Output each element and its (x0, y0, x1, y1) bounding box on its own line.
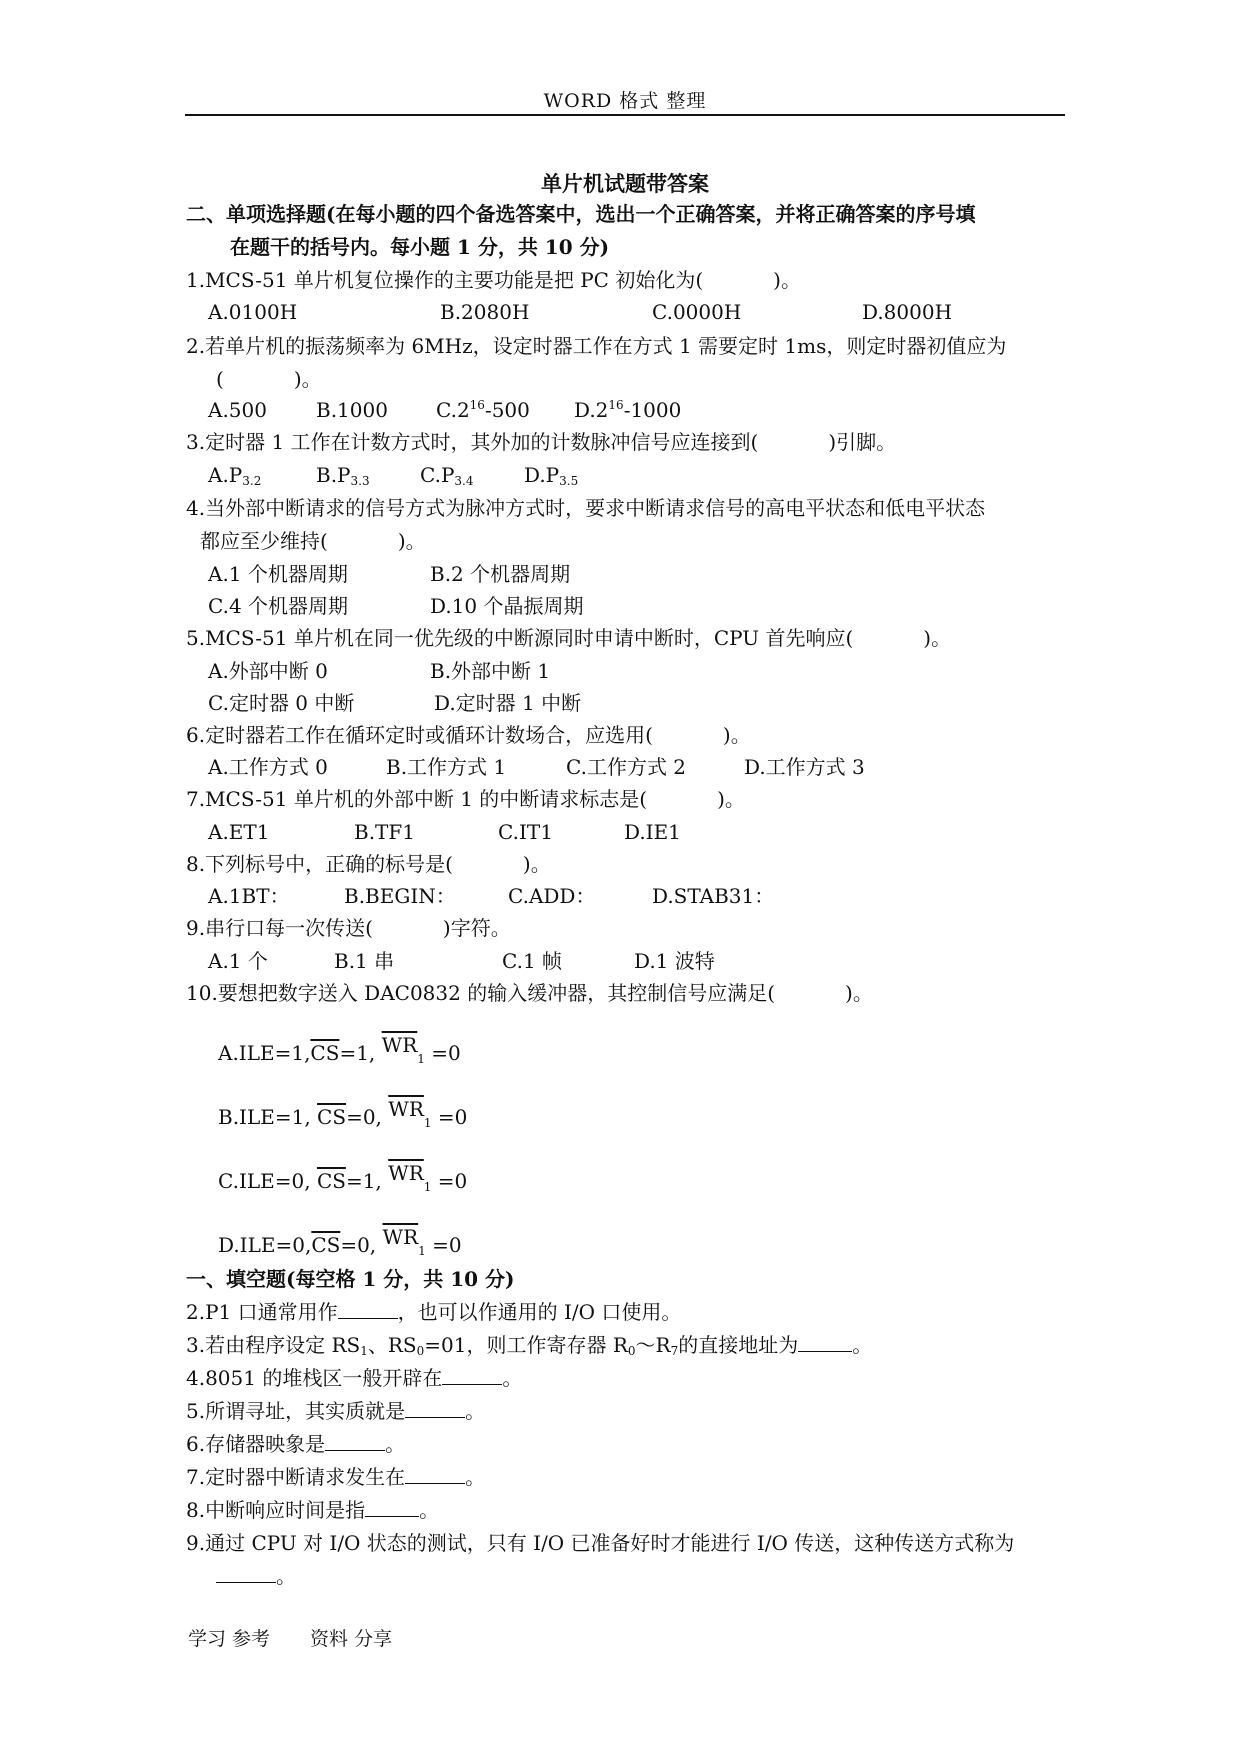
answer-blank (442, 1366, 502, 1385)
page-footer (188, 1624, 392, 1651)
option-b: B.工作方式 1 (386, 755, 507, 779)
option-a: A.外部中断 0 (208, 659, 328, 683)
fill-5: 5.所谓寻址，其实质就是 。 (186, 1399, 486, 1423)
question-end: )引脚。 (828, 430, 897, 454)
fill-3: 3.若由程序设定 $RS_1$、$RS_0=01$，则工作寄存器 $R_0\sim R_7$的直接地址为 。 (186, 1333, 873, 1358)
question-7: 7.MCS-51 单片机的外部中断 1 的中断请求标志是( )。 (186, 787, 745, 811)
option-c: $C.2^{16}-500$ (436, 398, 530, 422)
question-10-option-a: $A.ILE=1,\overline{CS}=1$, $\overline{WR}_1 =0$ (218, 1033, 461, 1066)
option-d: D.工作方式 3 (744, 755, 865, 779)
option-c: C.1 帧 (502, 949, 563, 973)
option-c: $C.P_{3.4}$ (420, 463, 474, 488)
option-a: A.1 个机器周期 (208, 562, 348, 586)
option-d: D.定时器 1 中断 (434, 691, 582, 715)
document-title: 单片机试题带答案 (541, 171, 709, 196)
answer-blank (798, 1333, 852, 1352)
footer-right: 资料 分享 (310, 1628, 393, 1650)
fill-9: 9.通过 CPU 对 I/O 状态的测试，只有 I/O 已准备好时才能进行 I/O 传送，这种传送方式称为 (186, 1531, 1015, 1555)
section-heading-choice: 二、单项选择题(在每小题的四个备选答案中，选出一个正确答案，并将正确答案的序号填 (186, 202, 976, 226)
fill-2: 2.P1 口通常用作 ，也可以作通用的 I/O 口使用。 (186, 1300, 682, 1324)
option-a: $A.P_{3.2}$ (208, 463, 262, 488)
question-6: 6.定时器若工作在循环定时或循环计数场合，应选用( )。 (186, 723, 751, 747)
option-b: B.TF1 (354, 820, 415, 844)
option-b: B.2080H (440, 300, 530, 324)
header-rule (185, 114, 1065, 116)
option-d: $D.2^{16}-1000$ (574, 398, 682, 422)
question-stem: 3.定时器 1 工作在计数方式时，其外加的计数脉冲信号应连接到( (186, 430, 759, 454)
option-d: D.STAB31： (652, 884, 775, 908)
option-b: B.BEGIN： (344, 884, 456, 908)
option-c: C.定时器 0 中断 (208, 691, 355, 715)
option-a: A.500 (208, 398, 267, 422)
question-3 (186, 429, 896, 455)
option-c: C.0000H (652, 300, 742, 324)
section-heading-choice-cont: 在题干的括号内。每小题 1 分，共 10 分) (230, 235, 610, 259)
question-8: 8.下列标号中，正确的标号是( )。 (186, 852, 551, 876)
question-1 (186, 267, 801, 293)
option-c: C.工作方式 2 (566, 755, 687, 779)
question-10-option-c: C.ILE=0, $\overline{CS}=1$, $\overline{WR}_1 =0$ (218, 1161, 468, 1194)
option-d: D.10 个晶振周期 (430, 594, 584, 618)
option-d: D.IE1 (624, 820, 681, 844)
fill-6: 6.存储器映象是 。 (186, 1432, 406, 1456)
paren-open: ( (216, 367, 224, 391)
option-b: $B.P_{3.3}$ (316, 463, 370, 488)
option-a: A.1BT： (208, 884, 290, 908)
option-b: B.外部中断 1 (430, 659, 551, 683)
option-d: D.8000H (862, 300, 953, 324)
answer-blank (338, 1300, 398, 1319)
option-a: A.0100H (208, 300, 298, 324)
answer-blank (365, 1498, 419, 1517)
answer-blank (405, 1399, 465, 1418)
fill-9-cont: 。 (216, 1563, 296, 1589)
answer-blank (325, 1432, 385, 1451)
option-b: B.1000 (316, 398, 388, 422)
option-b: B.1 串 (334, 949, 395, 973)
option-d: $D.P_{3.5}$ (524, 463, 579, 488)
page-header: WORD 格式 整理 (543, 90, 707, 112)
footer-left: 学习 参考 (188, 1628, 271, 1650)
question-2: 2.若单片机的振荡频率为 6MHz，设定时器工作在方式 1 需要定时 1ms，则定时器初值应为 (186, 334, 1007, 358)
question-10-option-d: $D.ILE=0,\overline{CS}=0$, $\overline{WR}_1 =0$ (218, 1225, 462, 1258)
option-a: A.1 个 (208, 949, 268, 973)
question-end: )。 (773, 268, 801, 292)
answer-blank (216, 1564, 276, 1583)
question-5: 5.MCS-51 单片机在同一优先级的中断源同时申请中断时，CPU 首先响应( )。 (186, 626, 952, 650)
option-c: C.IT1 (498, 820, 553, 844)
option-c: C.ADD： (508, 884, 596, 908)
answer-blank (405, 1465, 465, 1484)
question-4: 4.当外部中断请求的信号方式为脉冲方式时，要求中断请求信号的高电平状态和低电平状态 (186, 496, 986, 520)
question-end: )。 (293, 367, 322, 391)
question-10-option-b: B.ILE=1, $\overline{CS}=0$, $\overline{WR}_1 =0$ (218, 1097, 468, 1130)
question-10: 10.要想把数字送入 DAC0832 的输入缓冲器，其控制信号应满足( )。 (186, 981, 873, 1005)
question-4-cont: 都应至少维持( )。 (200, 529, 426, 553)
question-stem: 1.MCS-51 单片机复位操作的主要功能是把 PC 初始化为( (186, 268, 704, 292)
fill-8: 8.中断响应时间是指 。 (186, 1498, 440, 1522)
option-b: B.2 个机器周期 (430, 562, 571, 586)
option-a: A.工作方式 0 (208, 755, 328, 779)
section-heading-fill: 一、填空题(每空格 1 分，共 10 分) (186, 1267, 515, 1291)
question-9: 9.串行口每一次传送( )字符。 (186, 916, 511, 940)
option-c: C.4 个机器周期 (208, 594, 349, 618)
fill-7: 7.定时器中断请求发生在 。 (186, 1465, 486, 1489)
option-d: D.1 波特 (634, 949, 715, 973)
fill-4: 4.8051 的堆栈区一般开辟在 。 (186, 1366, 523, 1390)
option-a: A.ET1 (208, 820, 270, 844)
question-2-cont (216, 366, 322, 392)
